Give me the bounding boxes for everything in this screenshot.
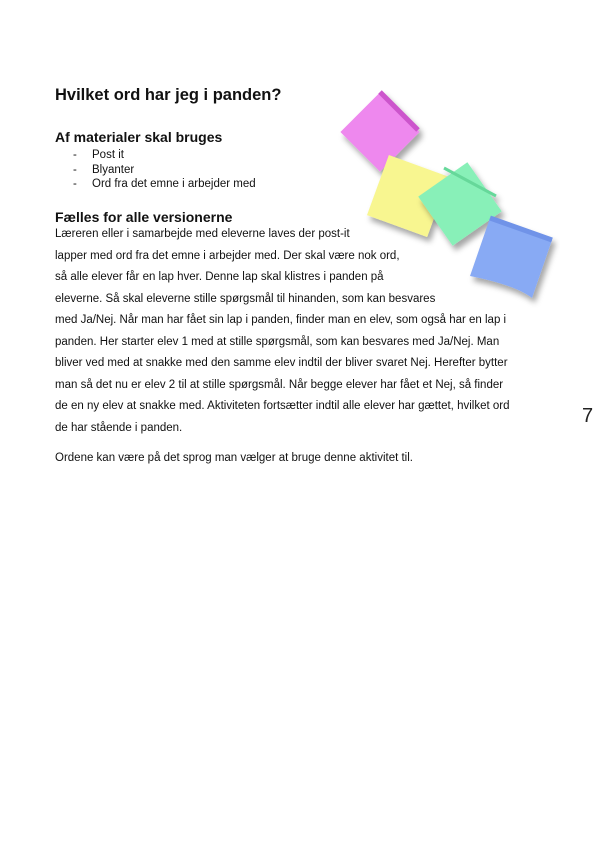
list-item: - Post it: [70, 148, 256, 163]
page-title: Hvilket ord har jeg i panden?: [55, 86, 282, 104]
paragraph-line: man så det nu er elev 2 til at stille spørgsmål. Når begge elever har fået et Nej, så finder: [55, 378, 504, 391]
paragraph-line: Læreren eller i samarbejde med eleverne laves der post-it: [55, 228, 350, 240]
paragraph-line: panden. Her starter elev 1 med at stille spørgsmål, som kan besvares med Ja/Nej. Man: [55, 335, 500, 348]
common-heading: Fælles for alle versionerne: [55, 209, 233, 225]
paragraph-line: bliver ved med at snakke med den samme elev indtil der bliver svaret Nej. Herefter bytter: [55, 357, 508, 369]
paragraph-line: de en ny elev at snakke med. Aktiviteten fortsætter indtil alle elever har gættet, hvilket ord: [55, 400, 510, 412]
page-number: 7: [582, 405, 594, 427]
sticky-notes-illustration: [320, 80, 560, 310]
paragraph-line: lapper med ord fra det emne i arbejder med. Der skal være nok ord,: [55, 249, 400, 262]
sticky-note-pink-icon: [340, 92, 419, 172]
closing-paragraph: Ordene kan være på det sprog man vælger at bruge denne aktivitet til.: [55, 452, 413, 464]
sticky-note-blue-icon: [470, 218, 552, 298]
paragraph-line: så alle elever får en lap hver. Denne lap skal klistres i panden på: [55, 271, 384, 283]
paragraph-line: eleverne. Så skal eleverne stille spørgsmål til hinanden, som kan besvares: [55, 292, 436, 305]
materials-heading: Af materialer skal bruges: [55, 129, 223, 145]
materials-list: [70, 148, 256, 192]
list-item: - Blyanter: [70, 163, 256, 178]
list-item: - Ord fra det emne i arbejder med: [70, 177, 256, 192]
paragraph-line: de har stående i panden.: [55, 421, 183, 434]
paragraph-line: med Ja/Nej. Når man har fået sin lap i panden, finder man en elev, som også har en lap i: [55, 314, 507, 326]
